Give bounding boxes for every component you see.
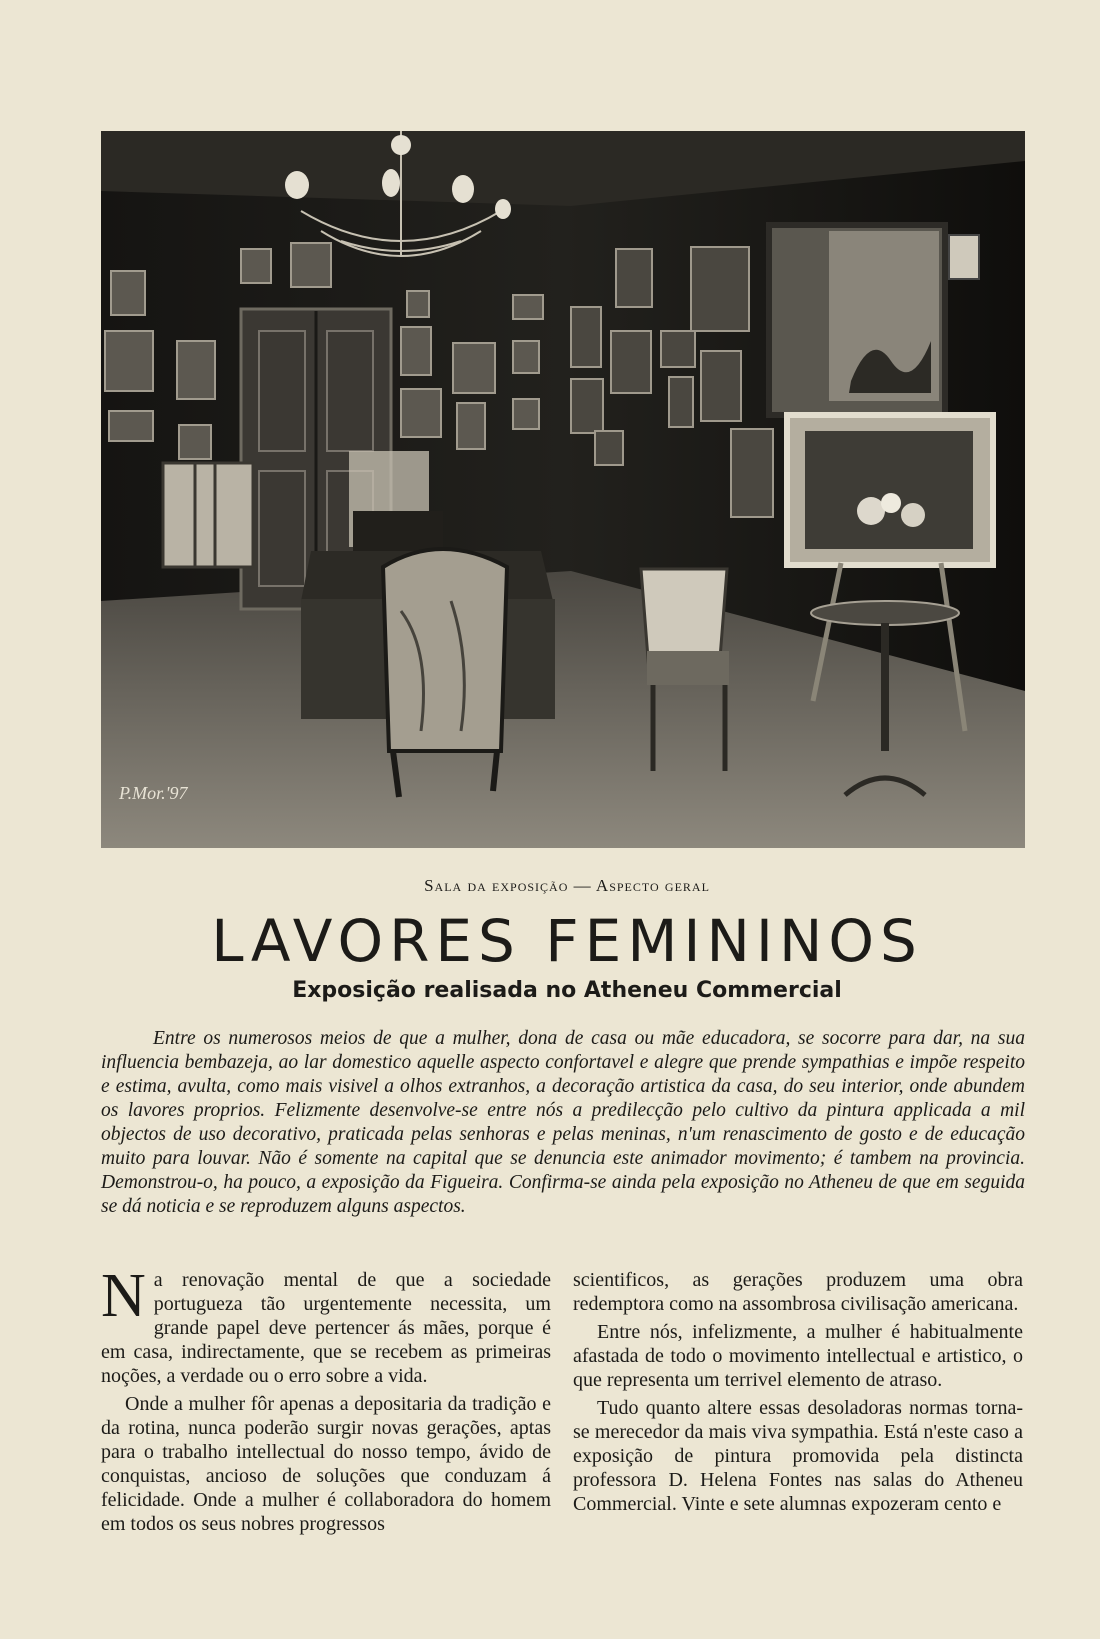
paragraph-text: a renovação mental de que a sociedade portugueza tão urgentemente necessita, um grande papel deve pertencer ás mães, porque é em casa, indirectamente, que se recebem as primeiras noções, a verdade ou o erro sobre a vida. [101,1269,551,1387]
paragraph: Tudo quanto altere essas desoladoras normas torna-se merecedor da mais viva sympathia. Está n'este caso a exposição de pintura promovida pela distincta professora D. Helena Fontes nas salas do Atheneu Commercial. Vinte e sete alumnas expozeram cento e [573,1397,1023,1515]
paragraph: Onde a mulher fôr apenas a depositaria da tradição e da rotina, nunca poderão surgir novas gerações, aptas para o trabalho intellectual do nosso tempo, ávido de conquistas, ancioso de soluções que conduzam á felicidade. Onde a mulher é collaboradora do homem em todos os seus nobres progressos [101,1393,551,1535]
artist-signature: P.Mor.'97 [119,783,188,803]
article-subtitle: Exposição realisada no Atheneu Commercial [292,978,842,1003]
article-title: LAVORES FEMININOS [211,907,923,975]
text-column-right [573,1268,1023,1520]
text-column-left [101,1262,551,1540]
paragraph: scientificos, as gerações produzem uma obra redemptora como na assombrosa civilisação americana. [573,1269,1023,1315]
paragraph [101,1262,551,1388]
article-intro: Entre os numerosos meios de que a mulher, dona de casa ou mãe educadora, se socorre para dar, na sua influencia bembazeja, ao lar domestico aquelle aspecto confortavel e alegre que prende sympathias e impõe respeito e estima, avulta, como mais visivel a olhos extranhos, a decoração artistica da casa, do seu interior, onde abundem os lavores proprios. Felizmente desenvolve-se entre nós a predilecção pelo cultivo da pintura applicada a mil objectos de uso decorativo, praticada pelas senhoras e pelas meninas, n'um renascimento de gosto e de educação muito para louvar. Não é somente na capital que se denuncia este animador movimento; é tambem na provincia. Demonstrou-o, ha pouco, a exposição da Figueira. Confirma-se ainda pela exposição no Atheneu de que em seguida se dá noticia e se reproduzem alguns aspectos. [101,1028,1025,1217]
paragraph: Entre nós, infelizmente, a mulher é habitualmente afastada de todo o movimento intellectual e artistico, o que representa um terrivel elemento de atraso. [573,1321,1023,1391]
photo-caption: Sala da exposição — Aspecto geral [424,876,710,895]
drop-cap: N [101,1262,146,1330]
exhibition-room-illustration [101,131,1025,848]
exhibition-room-photo [101,131,1025,848]
